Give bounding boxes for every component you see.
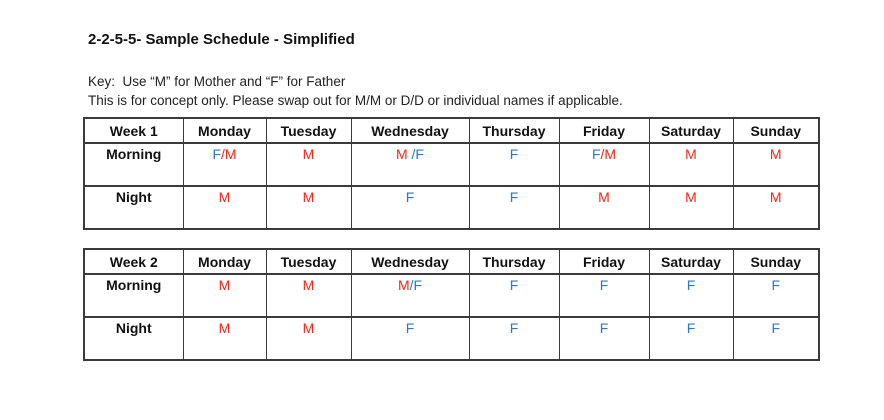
day-header-thursday: Thursday [469,118,559,143]
schedule-cell-wednesday-night [351,186,469,229]
day-header-wednesday: Wednesday [351,249,469,274]
schedule-cell-tuesday-night [266,317,351,360]
note-line: This is for concept only. Please swap out for M/M or D/D or individual names if applicable. [88,93,623,108]
week-label-cell: Week 2 [84,249,183,274]
schedule-cell-saturday-night [649,317,733,360]
parent-code-mother: M [302,146,315,162]
schedule-cell-wednesday-night [351,317,469,360]
parent-code-father: F [509,146,519,162]
parent-code-mother: M [685,189,697,205]
parent-code-mother: M [218,320,231,336]
parent-code-father: F [405,189,415,205]
schedule-cell-sunday-morning [733,274,819,317]
schedule-cell-friday-morning [559,274,649,317]
parent-code-mother: M [397,277,410,293]
schedule-row-morning [84,274,819,317]
day-header-saturday: Saturday [649,118,733,143]
parent-code-mother: M [598,189,610,205]
schedule-cell-saturday-morning [649,143,733,186]
parent-code-mother: /M [221,146,237,162]
schedule-cell-monday-night [183,186,266,229]
schedule-cell-monday-morning [183,143,266,186]
row-label-night: Night [84,317,183,360]
schedule-row-night [84,186,819,229]
schedule-cell-monday-morning [183,274,266,317]
day-header-tuesday: Tuesday [266,249,351,274]
schedule-cell-tuesday-morning [266,274,351,317]
day-header-monday: Monday [183,249,266,274]
schedule-cell-sunday-night [733,317,819,360]
day-header-wednesday: Wednesday [351,118,469,143]
day-header-sunday: Sunday [733,118,819,143]
parent-code-father: F [509,320,519,336]
parent-code-father: F [509,189,519,205]
parent-code-father: F [599,320,609,336]
parent-code-father: F [405,320,415,336]
parent-code-mother: M [302,277,315,293]
schedule-table-week-2 [83,248,820,361]
schedule-cell-thursday-morning [469,143,559,186]
parent-code-mother: /M [600,146,617,162]
schedule-cell-wednesday-morning [351,274,469,317]
schedule-cell-friday-night [559,317,649,360]
parent-code-father: F [771,320,781,336]
parent-code-father: F [591,146,601,162]
parent-code-mother: M [685,146,697,162]
parent-code-father: /F [411,146,424,162]
week-label-cell: Week 1 [84,118,183,143]
schedule-cell-wednesday-morning [351,143,469,186]
parent-code-mother: M [302,189,315,205]
row-label-night: Night [84,186,183,229]
parent-code-mother: M [218,189,231,205]
schedule-cell-sunday-night [733,186,819,229]
schedule-cell-sunday-morning [733,143,819,186]
header-row [84,118,819,143]
schedule-cell-thursday-morning [469,274,559,317]
schedule-cell-thursday-night [469,186,559,229]
day-header-sunday: Sunday [733,249,819,274]
parent-code-father: F [771,277,781,293]
schedule-cell-tuesday-morning [266,143,351,186]
schedule-row-morning [84,143,819,186]
schedule-cell-saturday-morning [649,274,733,317]
header-row [84,249,819,274]
parent-code-father: F [599,277,609,293]
day-header-thursday: Thursday [469,249,559,274]
parent-code-mother: M [218,277,231,293]
day-header-friday: Friday [559,118,649,143]
parent-code-father: F [212,146,221,162]
day-header-monday: Monday [183,118,266,143]
schedule-cell-tuesday-night [266,186,351,229]
row-label-morning: Morning [84,143,183,186]
parent-code-father: F [509,277,519,293]
parent-code-mother: M [769,146,782,162]
day-header-saturday: Saturday [649,249,733,274]
key-line: Key: Use “M” for Mother and “F” for Father [88,74,346,89]
page-title: 2-2-5-5- Sample Schedule - Simplified [88,31,355,48]
day-header-tuesday: Tuesday [266,118,351,143]
row-label-morning: Morning [84,274,183,317]
parent-code-father: /F [409,277,423,293]
schedule-cell-thursday-night [469,317,559,360]
schedule-table-week-1 [83,117,820,230]
schedule-cell-friday-morning [559,143,649,186]
parent-code-mother: M [769,189,782,205]
schedule-cell-saturday-night [649,186,733,229]
parent-code-father: F [686,320,696,336]
parent-code-mother: M [302,320,315,336]
parent-code-father: F [686,277,696,293]
schedule-row-night [84,317,819,360]
schedule-cell-friday-night [559,186,649,229]
day-header-friday: Friday [559,249,649,274]
schedule-cell-monday-night [183,317,266,360]
parent-code-mother: M [395,146,412,162]
